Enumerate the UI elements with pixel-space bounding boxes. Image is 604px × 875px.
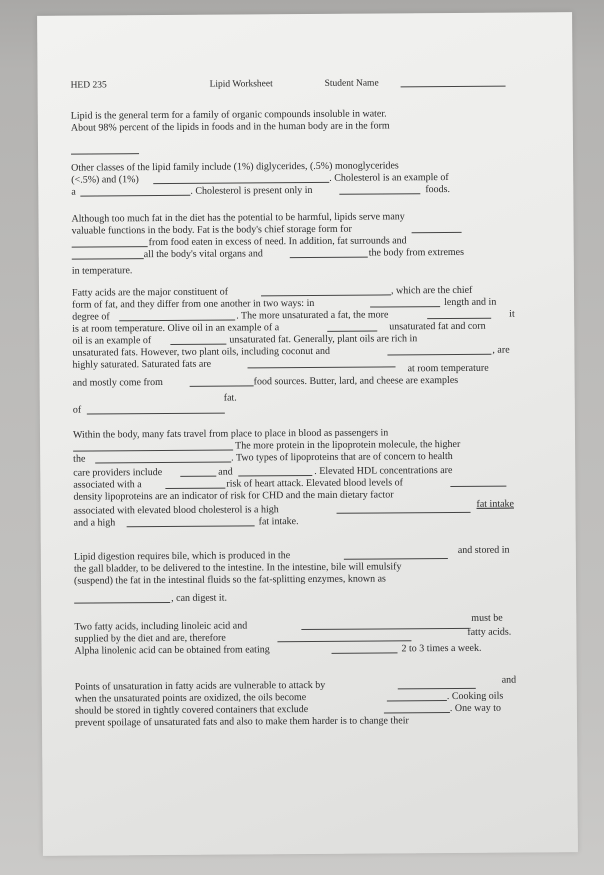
answer-blank[interactable] [247, 357, 395, 368]
p5-line: density lipoproteins are an indicator of risk for CHD and the main dietary factor [73, 489, 394, 503]
p4-line: and mostly come from [72, 377, 163, 389]
p2-line: foods. [425, 183, 451, 196]
p2-line: . Cholesterol is an example of [329, 172, 449, 184]
answer-blank[interactable] [71, 144, 139, 154]
answer-blank[interactable] [427, 309, 491, 319]
p1-line: About 98% percent of the lipids in foods and in the human body are in the form [70, 120, 390, 134]
p7-line: fatty acids. [467, 626, 512, 638]
p4-line: it [509, 308, 515, 320]
answer-blank[interactable] [153, 173, 329, 184]
answer-blank[interactable] [119, 311, 235, 322]
student-name-blank[interactable] [401, 77, 506, 88]
p5-line: . Two types of lipoproteins that are of concern to health [231, 450, 453, 464]
p4-line: fat. [223, 392, 237, 404]
answer-blank[interactable] [277, 631, 411, 642]
answer-blank[interactable] [344, 549, 448, 560]
student-name-label: Student Name [324, 78, 379, 89]
p8-line: Points of unsaturation in fatty acids are vulnerable to attack by [74, 679, 326, 693]
answer-blank[interactable] [72, 237, 148, 248]
p4-line: food sources. Butter, lard, and cheese are examples [253, 374, 459, 388]
p3-line: in temperature. [71, 265, 133, 277]
p5-line: associated with a [73, 479, 142, 491]
p5-line: associated with elevated blood cholesterol is a high [73, 504, 279, 517]
p5-line: fat intake [476, 498, 515, 510]
answer-blank[interactable] [190, 376, 254, 386]
p2-line: . Cholesterol is present only in [190, 184, 313, 197]
p4-line: unsaturated fat and corn [389, 320, 486, 333]
p1-line: Lipid is the general term for a family of organic compounds insoluble in water. [70, 108, 387, 122]
answer-blank[interactable] [387, 345, 491, 356]
answer-blank[interactable] [327, 322, 377, 332]
answer-blank[interactable] [290, 248, 368, 259]
answer-blank[interactable] [72, 249, 144, 260]
p6-line: Lipid digestion requires bile, which is produced in the [73, 550, 291, 563]
answer-blank[interactable] [74, 593, 170, 604]
answer-blank[interactable] [165, 479, 225, 489]
p5-line: Within the body, many fats travel from place to place in blood as passengers in [72, 427, 389, 441]
p4-line: at room temperature [407, 362, 489, 375]
answer-blank[interactable] [339, 184, 420, 195]
answer-blank[interactable] [127, 516, 255, 527]
p3-line: Although too much fat in the diet has the potential to be harmful, lipids serve many [71, 211, 405, 225]
p7-line: 2 to 3 times a week. [401, 642, 482, 655]
answer-blank[interactable] [87, 404, 225, 415]
p2-line: (<.5%) and (1%) [71, 174, 139, 186]
p4-line: Fatty acids are the major constituent of [71, 286, 229, 299]
answer-blank[interactable] [450, 477, 506, 487]
answer-blank[interactable] [398, 679, 476, 690]
p4-line: of [72, 404, 82, 416]
answer-blank[interactable] [73, 441, 233, 452]
p4-line: degree of [72, 311, 110, 323]
worksheet-page [37, 12, 578, 856]
answer-blank[interactable] [95, 453, 231, 464]
p5-line: fat intake. [258, 516, 299, 528]
p7-line: must be [471, 612, 503, 624]
p4-line: length and in [444, 296, 497, 309]
p3-line: the body from extremes [368, 246, 465, 259]
p4-line: oil is an example of [72, 335, 152, 347]
p7-line: Two fatty acids, including linoleic acid and [74, 620, 248, 633]
answer-blank[interactable] [370, 297, 440, 307]
p8-line: prevent spoilage of unsaturated fats and also to make them harder is to change their [74, 715, 409, 729]
p3-line: all the body's vital organs and [143, 248, 263, 261]
p8-line: . One way to [449, 702, 502, 715]
answer-blank[interactable] [180, 467, 216, 477]
answer-blank[interactable] [301, 619, 469, 630]
p5-line: risk of heart attack. Elevated blood levels of [226, 477, 403, 490]
p8-line: should be stored in tightly covered containers that exclude [74, 704, 309, 717]
p2-line: Other classes of the lipid family include (1%) diglycerides, (.5%) monoglycerides [71, 160, 399, 174]
p3-line: from food eaten in excess of need. In addition, fat surrounds and [148, 235, 407, 249]
answer-blank[interactable] [238, 466, 312, 477]
p4-line: highly saturated. Saturated fats are [72, 358, 212, 371]
p4-line: form of fat, and they differ from one another in two ways: in [72, 297, 315, 311]
p6-line: , can digest it. [171, 592, 228, 604]
p7-line: supplied by the diet and are, therefore [74, 632, 226, 645]
answer-blank[interactable] [336, 503, 470, 514]
p4-line: unsaturated fats. However, two plant oils, including coconut and [72, 345, 331, 359]
p6-line: and stored in [457, 544, 510, 556]
p7-line: Alpha linolenic acid can be obtained from eating [74, 644, 270, 657]
p5-line: and [218, 466, 233, 478]
p4-line: , which are the chief [390, 284, 473, 297]
p6-line: (suspend) the fat in the intestinal fluids so the fat-splitting enzymes, known as [73, 573, 386, 587]
p5-line: and a high [73, 517, 116, 529]
answer-blank[interactable] [331, 643, 397, 653]
p4-line: is at room temperature. Olive oil in an example of a [72, 322, 280, 335]
answer-blank[interactable] [412, 223, 462, 233]
answer-blank[interactable] [261, 285, 391, 296]
answer-blank[interactable] [387, 691, 447, 701]
answer-blank[interactable] [170, 335, 226, 345]
p5-line: care providers include [73, 467, 163, 479]
worksheet-title: Lipid Worksheet [209, 79, 273, 90]
p5-line: . Elevated HDL concentrations are [314, 464, 453, 477]
p4-line: , are [492, 344, 510, 356]
p5-line: the [73, 453, 86, 465]
p8-line: and [501, 674, 517, 686]
p8-line: . Cooking oils [446, 690, 504, 703]
p2-line: a [71, 186, 76, 198]
answer-blank[interactable] [384, 703, 450, 713]
answer-blank[interactable] [80, 186, 190, 197]
p5-line: The more protein in the lipoprotein molecule, the higher [235, 438, 461, 452]
p8-line: when the unsaturated points are oxidized, the oils become [74, 692, 307, 705]
p3-line: valuable functions in the body. Fat is the body's chief storage form for [71, 223, 352, 237]
p6-line: the gall bladder, to be delivered to the intestine. In the intestine, bile will emulsify [73, 561, 402, 575]
p4-line: unsaturated fat. Generally, plant oils are rich in [229, 333, 418, 346]
p4-line: . The more unsaturated a fat, the more [236, 309, 389, 322]
course-code: HED 235 [70, 80, 107, 91]
